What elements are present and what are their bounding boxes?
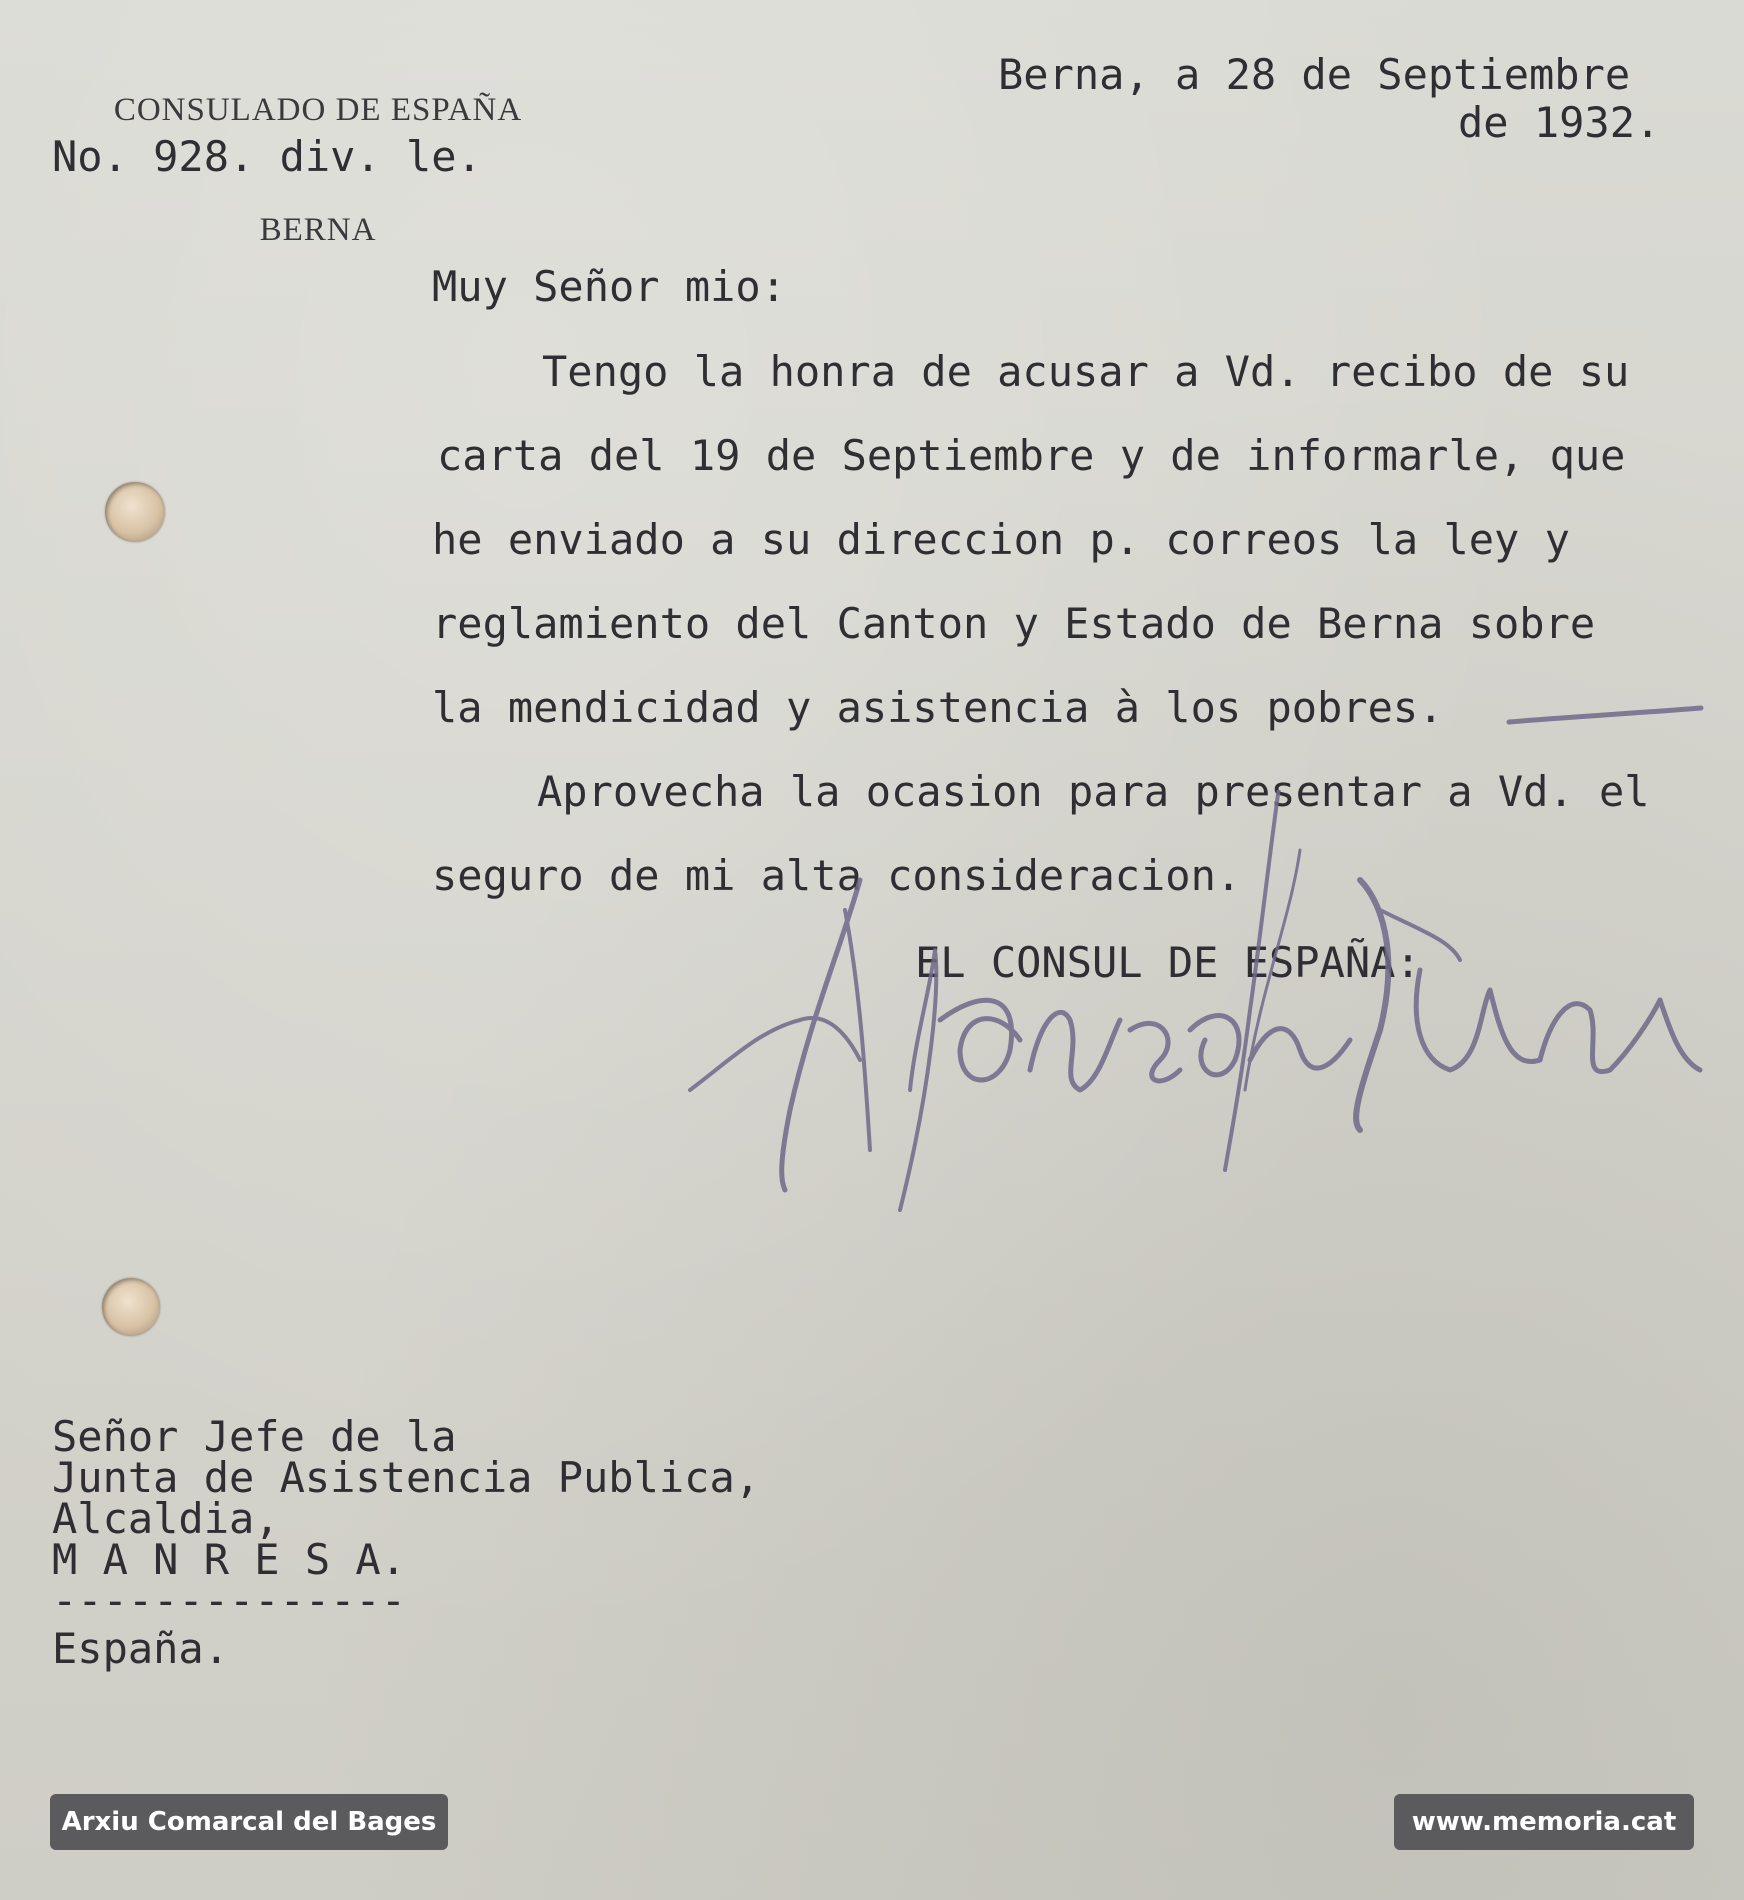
body-line-7: seguro de mi alta consideracion. [432,851,1242,900]
addressee-line-1: Señor Jefe de la [52,1412,457,1461]
addressee-country: España. [52,1624,230,1673]
reference-number: No. 928. div. le. [52,132,482,181]
body-line-4: reglamiento del Canton y Estado de Berna sobre [432,599,1596,648]
closing: EL CONSUL DE ESPAÑA: [915,938,1421,987]
archive-watermark-left: Arxiu Comarcal del Bages [50,1794,448,1850]
addressee-line-2: Junta de Asistencia Publica, [52,1453,761,1502]
body-line-2: carta del 19 de Septiembre y de informarle, que [437,431,1626,480]
letterhead-city: BERNA [259,212,377,248]
punch-hole-top [105,482,165,542]
addressee-city: M A N R E S A. [52,1535,407,1584]
archive-watermark-right: www.memoria.cat [1394,1794,1694,1850]
body-line-3: he enviado a su direccion p. correos la ley y [432,515,1570,564]
punch-hole-bottom [102,1278,160,1336]
signature [660,790,1720,1240]
addressee-line-3: Alcaldia, [52,1494,280,1543]
addressee-divider: -------------- [52,1576,407,1625]
date-line-2: de 1932. [1458,98,1661,147]
salutation: Muy Señor mio: [432,262,787,311]
body-line-5: la mendicidad y asistencia à los pobres. [432,683,1444,732]
pencil-stroke [1505,700,1705,730]
date-line-1: Berna, a 28 de Septiembre [998,50,1631,99]
body-line-6: Aprovecha la ocasion para presentar a Vd. el [537,767,1650,816]
body-line-1: Tengo la honra de acusar a Vd. recibo de su [542,347,1630,396]
letterhead-consulate: CONSULADO DE ESPAÑA [113,92,523,128]
